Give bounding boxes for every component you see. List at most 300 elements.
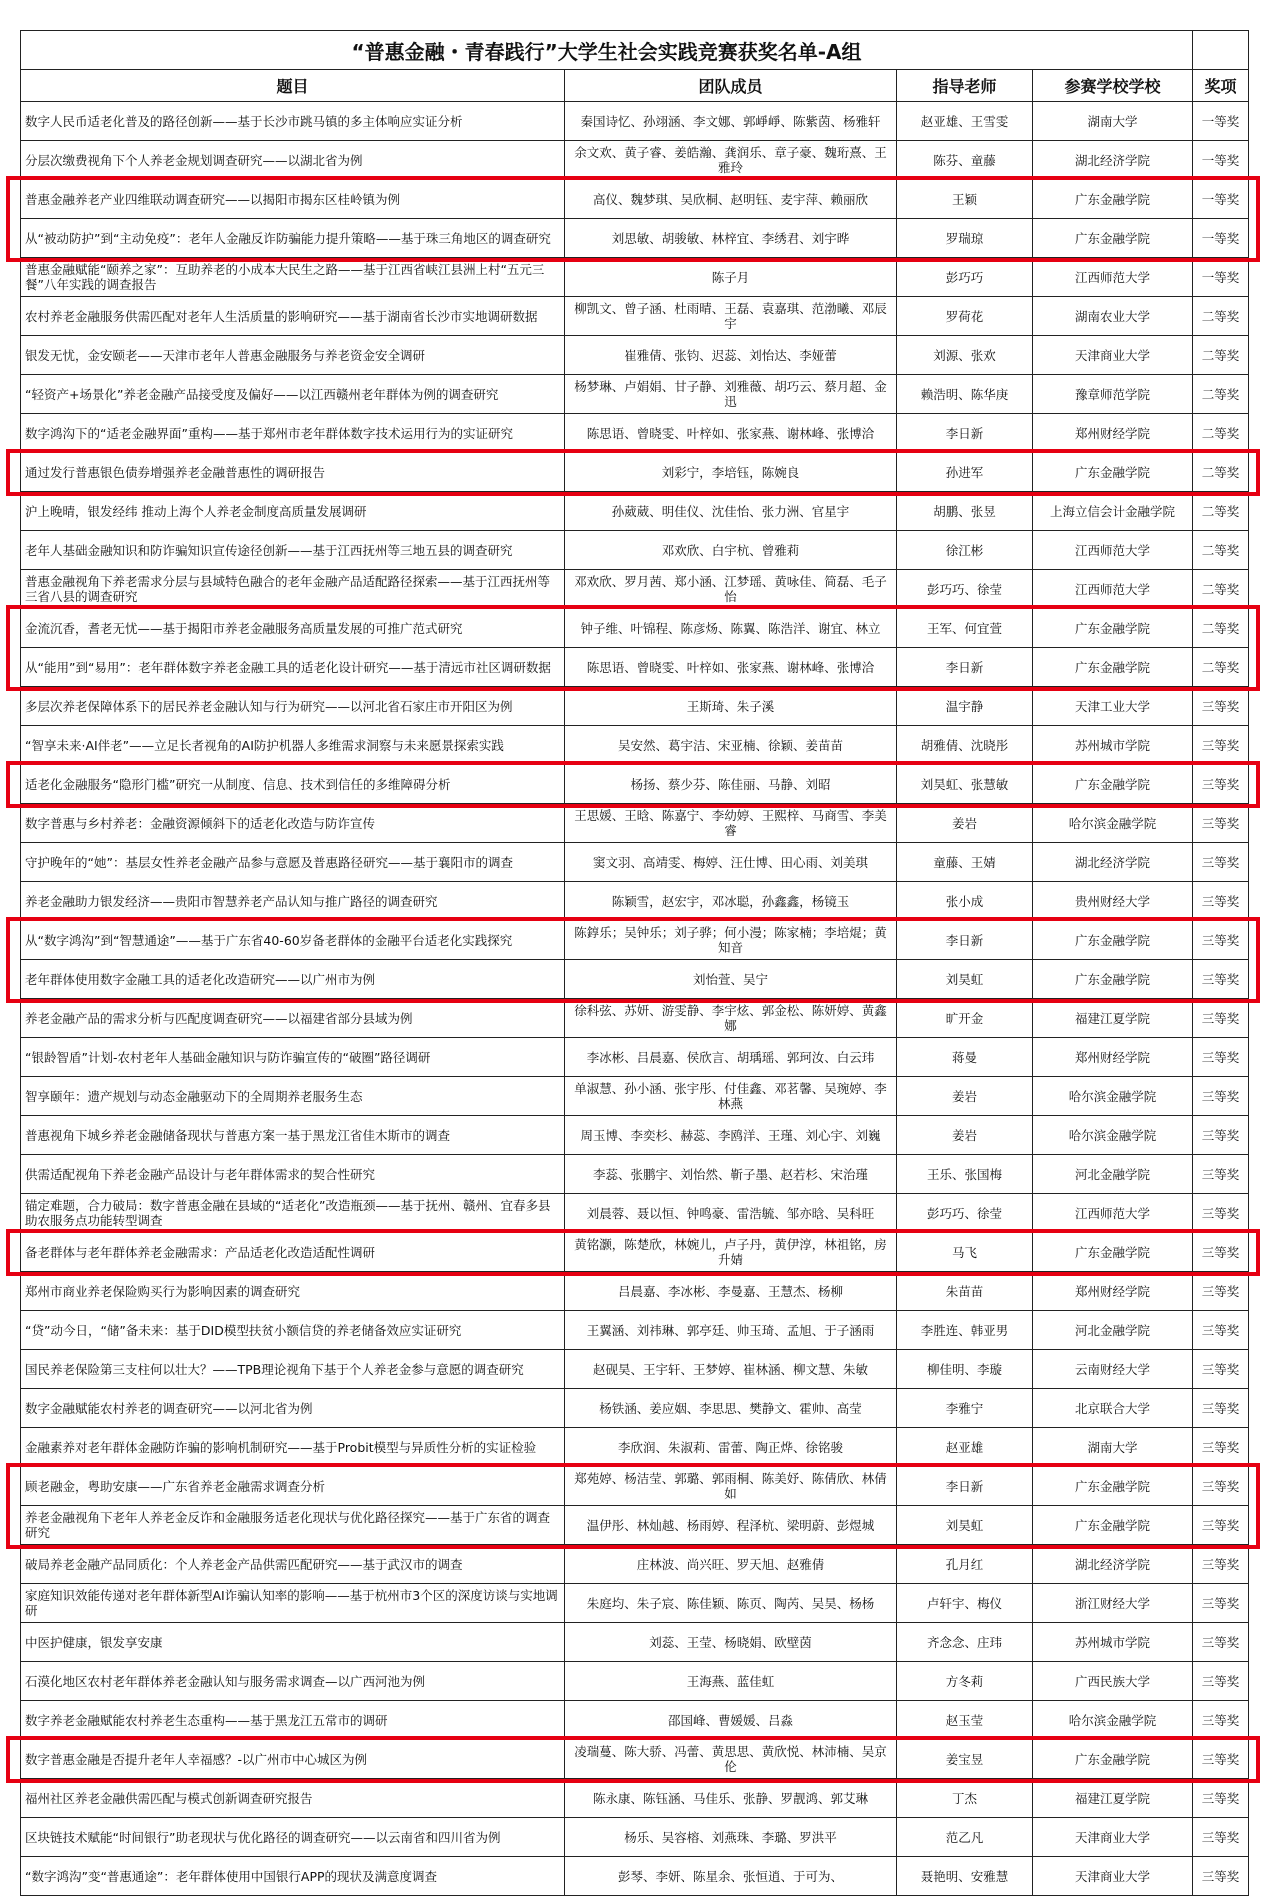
cell-award (1193, 1194, 1249, 1233)
cell-award (1193, 375, 1249, 414)
cell-advisor-text: 姜岩 (951, 1127, 977, 1143)
cell-school (1033, 999, 1193, 1038)
cell-members (565, 999, 897, 1038)
cell-advisor-text: 温宇静 (945, 698, 984, 714)
cell-advisor (897, 141, 1033, 180)
cell-advisor-text: 童藤、王婧 (933, 854, 996, 870)
cell-topic (21, 1389, 565, 1428)
cell-award (1193, 1779, 1249, 1818)
cell-topic-text: “银龄智盾”计划-农村老年人基础金融知识与防诈骗宣传的“破圈”路径调研 (25, 1049, 431, 1065)
cell-members (565, 1818, 897, 1857)
cell-award-text: 二等奖 (1201, 464, 1240, 480)
cell-members (565, 1779, 897, 1818)
cell-award (1193, 648, 1249, 687)
cell-topic (21, 1233, 565, 1272)
cell-members-text: 刘晨蓉、聂以恒、钟鸣豪、雷浩毓、邹亦晗、吴科旺 (586, 1205, 875, 1221)
table-row (21, 1350, 1249, 1389)
cell-topic-text: 普惠金融视角下养老需求分层与县域特色融合的老年金融产品适配路径探索——基于江西抚州等三省八县的调查研究 (25, 574, 551, 604)
cell-topic-text: 锚定难题，合力破局：数字普惠金融在县域的“适老化”改造瓶颈——基于抚州、赣州、宜春多县助农服务点功能转型调查 (25, 1198, 551, 1228)
table-row (21, 1701, 1249, 1740)
cell-topic (21, 531, 565, 570)
cell-school-text: 苏州城市学院 (1075, 1634, 1151, 1650)
cell-topic-text: 金流沉香，耆老无忧——基于揭阳市养老金融服务高质量发展的可推广范式研究 (25, 620, 463, 636)
cell-advisor (897, 1194, 1033, 1233)
cell-advisor-text: 罗荷花 (945, 308, 984, 324)
cell-topic (21, 1350, 565, 1389)
cell-school-text: 苏州城市学院 (1075, 737, 1151, 753)
cell-advisor (897, 1701, 1033, 1740)
cell-school-text: 湖南大学 (1087, 113, 1138, 129)
cell-advisor-text: 齐念念、庄玮 (926, 1634, 1002, 1650)
cell-topic-text: 中医护健康，银发享安康 (25, 1634, 163, 1650)
cell-topic-text: “智享未来·AI伴老”——立足长者视角的AI防护机器人多维需求洞察与未来愿景探索实践 (25, 737, 504, 753)
cell-topic-text: 顾老融金，粤助安康——广东省养老金融需求调查分析 (25, 1478, 326, 1494)
cell-school (1033, 1272, 1193, 1311)
cell-award-text: 二等奖 (1201, 581, 1240, 597)
cell-advisor-text: 李胜连、韩亚男 (920, 1322, 1009, 1338)
cell-advisor (897, 1818, 1033, 1857)
cell-advisor (897, 531, 1033, 570)
cell-advisor (897, 375, 1033, 414)
cell-topic (21, 1038, 565, 1077)
cell-topic-text: 老年群体使用数字金融工具的适老化改造研究——以广州市为例 (25, 971, 376, 987)
cell-award (1193, 570, 1249, 609)
cell-advisor (897, 297, 1033, 336)
cell-members (565, 1740, 897, 1779)
cell-topic-text: 老年人基础金融知识和防诈骗知识宣传途径创新——基于江西抚州等三地五县的调查研究 (25, 542, 513, 558)
cell-award (1193, 1584, 1249, 1623)
table-row (21, 1194, 1249, 1233)
cell-award-text: 三等奖 (1201, 1751, 1240, 1767)
cell-members-text: 杨铁涵、姜应姻、李思思、樊静文、霍帅、高莹 (599, 1400, 862, 1416)
cell-award-text: 三等奖 (1201, 1010, 1240, 1026)
cell-topic (21, 570, 565, 609)
cell-members-text: 陈思语、曾晓雯、叶梓如、张家燕、谢林峰、张博洽 (586, 659, 875, 675)
cell-advisor (897, 1662, 1033, 1701)
cell-members-text: 余文欢、黄子睿、姜皓瀚、龚润乐、章子豪、魏珩熹、王雅玲 (574, 145, 887, 175)
cell-topic-text: 数字金融赋能农村养老的调查研究——以河北省为例 (25, 1400, 313, 1416)
cell-members-text: 崔雅倩、张钧、迟蕊、刘怡达、李娅蕾 (624, 347, 837, 363)
table-row (21, 999, 1249, 1038)
cell-award (1193, 804, 1249, 843)
cell-members (565, 102, 897, 141)
cell-advisor-text: 孔月红 (945, 1556, 984, 1572)
cell-school (1033, 960, 1193, 999)
cell-advisor (897, 1311, 1033, 1350)
cell-award (1193, 102, 1249, 141)
cell-school-text: 上海立信会计金融学院 (1050, 503, 1176, 519)
cell-award (1193, 1818, 1249, 1857)
cell-advisor (897, 336, 1033, 375)
title-empty-cell (1193, 31, 1249, 70)
cell-award-text: 三等奖 (1201, 1556, 1240, 1572)
cell-advisor (897, 960, 1033, 999)
cell-award-text: 一等奖 (1201, 269, 1240, 285)
cell-topic (21, 609, 565, 648)
cell-topic (21, 1740, 565, 1779)
cell-advisor-text: 徐江彬 (945, 542, 984, 558)
cell-award (1193, 1155, 1249, 1194)
cell-topic (21, 375, 565, 414)
cell-advisor (897, 1545, 1033, 1584)
cell-members (565, 414, 897, 453)
cell-advisor (897, 1116, 1033, 1155)
cell-topic-text: 郑州市商业养老保险购买行为影响因素的调查研究 (25, 1283, 301, 1299)
cell-school (1033, 1740, 1193, 1779)
cell-school-text: 江西师范大学 (1075, 269, 1151, 285)
table-row (21, 1662, 1249, 1701)
cell-members (565, 960, 897, 999)
cell-topic (21, 492, 565, 531)
cell-advisor-text: 朱苗苗 (945, 1283, 984, 1299)
cell-school-text: 天津商业大学 (1075, 1868, 1151, 1884)
cell-school (1033, 1077, 1193, 1116)
cell-advisor-text: 赵亚雄 (945, 1439, 984, 1455)
cell-award-text: 三等奖 (1201, 1439, 1240, 1455)
cell-advisor (897, 570, 1033, 609)
cell-award (1193, 1623, 1249, 1662)
cell-award (1193, 921, 1249, 960)
cell-members-text: 陈永康、陈钰涵、马佳乐、张静、罗靓鸿、郭艾琳 (592, 1790, 868, 1806)
cell-members (565, 1233, 897, 1272)
cell-members (565, 1506, 897, 1545)
cell-award-text: 二等奖 (1201, 425, 1240, 441)
cell-school-text: 湖北经济学院 (1075, 152, 1151, 168)
cell-topic-text: 分层次缴费视角下个人养老金规划调查研究——以湖北省为例 (25, 152, 363, 168)
cell-school (1033, 1584, 1193, 1623)
table-row (21, 1389, 1249, 1428)
cell-award-text: 三等奖 (1201, 776, 1240, 792)
table-row (21, 1077, 1249, 1116)
table-row (21, 531, 1249, 570)
table-row (21, 414, 1249, 453)
cell-advisor (897, 414, 1033, 453)
cell-advisor-text: 刘昊虹 (945, 1517, 984, 1533)
cell-advisor-text: 刘源、张欢 (933, 347, 996, 363)
table-title-row (21, 31, 1249, 70)
column-header-topic: 题目 (21, 70, 565, 102)
cell-award (1193, 336, 1249, 375)
cell-award-text: 二等奖 (1201, 620, 1240, 636)
cell-topic-text: 区块链技术赋能“时间银行”助老现状与优化路径的调查研究——以云南省和四川省为例 (25, 1829, 501, 1845)
cell-topic-text: 普惠金融养老产业四维联动调查研究——以揭阳市揭东区桂岭镇为例 (25, 191, 401, 207)
cell-members (565, 219, 897, 258)
cell-award-text: 三等奖 (1201, 1829, 1240, 1845)
cell-school (1033, 1350, 1193, 1389)
cell-school-text: 江西师范大学 (1075, 1205, 1151, 1221)
cell-members (565, 1662, 897, 1701)
cell-award (1193, 1701, 1249, 1740)
cell-advisor-text: 王军、何宜萱 (926, 620, 1002, 636)
cell-school-text: 天津商业大学 (1075, 347, 1151, 363)
cell-school (1033, 843, 1193, 882)
cell-award (1193, 1467, 1249, 1506)
cell-award (1193, 726, 1249, 765)
cell-members-text: 刘思敏、胡骏敏、林梓宜、李绣君、刘宇晔 (611, 230, 850, 246)
cell-school (1033, 1467, 1193, 1506)
cell-school (1033, 570, 1193, 609)
table-row (21, 297, 1249, 336)
cell-topic-text: 破局养老金融产品同质化：个人养老金产品供需匹配研究——基于武汉市的调查 (25, 1556, 463, 1572)
cell-school-text: 广东金融学院 (1075, 776, 1151, 792)
cell-topic (21, 1623, 565, 1662)
cell-school (1033, 180, 1193, 219)
cell-award (1193, 1545, 1249, 1584)
cell-topic (21, 1116, 565, 1155)
cell-school-text: 天津工业大学 (1075, 698, 1151, 714)
cell-members (565, 1701, 897, 1740)
cell-members (565, 1350, 897, 1389)
table-row (21, 1467, 1249, 1506)
cell-topic-text: 备老群体与老年群体养老金融需求：产品适老化改造适配性调研 (25, 1244, 376, 1260)
cell-topic (21, 141, 565, 180)
cell-award (1193, 687, 1249, 726)
cell-topic-text: 数字养老金融赋能农村养老生态重构——基于黑龙江五常市的调研 (25, 1712, 388, 1728)
cell-award (1193, 609, 1249, 648)
cell-topic (21, 1506, 565, 1545)
cell-topic-text: 石漠化地区农村老年群体养老金融认知与服务需求调查—以广西河池为例 (25, 1673, 426, 1689)
cell-advisor (897, 609, 1033, 648)
cell-award (1193, 219, 1249, 258)
cell-advisor-text: 刘昊虹 (945, 971, 984, 987)
column-header-members: 团队成员 (565, 70, 897, 102)
table-row (21, 804, 1249, 843)
cell-members-text: 杨梦琳、卢娟娟、甘子静、刘雅薇、胡巧云、蔡月超、金迅 (574, 379, 887, 409)
cell-topic-text: 智享颐年：遗产规划与动态金融驱动下的全周期养老服务生态 (25, 1088, 363, 1104)
cell-topic (21, 1857, 565, 1896)
cell-award (1193, 1233, 1249, 1272)
cell-advisor (897, 1350, 1033, 1389)
cell-members-text: 刘蕊、王莹、杨晓娟、欧壁茵 (649, 1634, 812, 1650)
cell-school (1033, 1194, 1193, 1233)
cell-award-text: 一等奖 (1201, 152, 1240, 168)
cell-topic (21, 1818, 565, 1857)
cell-advisor-text: 卢轩宇、梅仪 (926, 1595, 1002, 1611)
cell-school (1033, 609, 1193, 648)
cell-members (565, 609, 897, 648)
cell-members (565, 336, 897, 375)
cell-advisor-text: 姜宝昱 (945, 1751, 984, 1767)
cell-topic-text: 农村养老金融服务供需匹配对老年人生活质量的影响研究——基于湖南省长沙市实地调研数据 (25, 308, 538, 324)
cell-school (1033, 1116, 1193, 1155)
cell-members (565, 687, 897, 726)
cell-members-text: 刘彩宁，李培钰，陈婉良 (661, 464, 800, 480)
cell-members-text: 王思媛、王晗、陈嘉宁、李幼婷、王熙梓、马商雪、李美睿 (574, 808, 887, 838)
table-row (21, 843, 1249, 882)
cell-advisor-text: 彭巧巧、徐莹 (926, 1205, 1002, 1221)
cell-school-text: 郑州财经学院 (1075, 1283, 1151, 1299)
cell-school (1033, 648, 1193, 687)
cell-school (1033, 882, 1193, 921)
cell-topic (21, 1428, 565, 1467)
cell-topic-text: 普惠视角下城乡养老金融储备现状与普惠方案一基于黑龙江省佳木斯市的调查 (25, 1127, 451, 1143)
cell-advisor (897, 1779, 1033, 1818)
table-row (21, 258, 1249, 297)
cell-award (1193, 882, 1249, 921)
cell-members-text: 邓欢欣、白宇杭、曾雅莉 (661, 542, 800, 558)
cell-school (1033, 804, 1193, 843)
cell-school-text: 天津商业大学 (1075, 1829, 1151, 1845)
cell-award (1193, 1662, 1249, 1701)
cell-members (565, 375, 897, 414)
column-header-row (21, 70, 1249, 102)
cell-award-text: 三等奖 (1201, 1361, 1240, 1377)
cell-members (565, 1077, 897, 1116)
cell-topic (21, 258, 565, 297)
cell-advisor-text: 李雅宁 (945, 1400, 984, 1416)
cell-members (565, 1389, 897, 1428)
cell-award (1193, 531, 1249, 570)
cell-school (1033, 687, 1193, 726)
cell-topic-text: 养老金融产品的需求分析与匹配度调查研究——以福建省部分县域为例 (25, 1010, 413, 1026)
cell-topic-text: 数字鸿沟下的“适老金融界面”重构——基于郑州市老年群体数字技术运用行为的实证研究 (25, 425, 513, 441)
cell-members (565, 1623, 897, 1662)
cell-school-text: 浙江财经大学 (1075, 1595, 1151, 1611)
cell-school (1033, 1623, 1193, 1662)
cell-award (1193, 960, 1249, 999)
cell-school (1033, 453, 1193, 492)
cell-award-text: 三等奖 (1201, 1712, 1240, 1728)
cell-topic-text: “贷”动今日，“储”备未来：基于DID模型扶贫小额信贷的养老储备效应实证研究 (25, 1322, 462, 1338)
cell-members-text: 窦文羽、高靖雯、梅婷、汪仕博、田心雨、刘美琪 (592, 854, 868, 870)
cell-topic (21, 921, 565, 960)
cell-members (565, 1038, 897, 1077)
cell-topic (21, 1272, 565, 1311)
cell-award-text: 三等奖 (1201, 1049, 1240, 1065)
cell-members (565, 297, 897, 336)
cell-school-text: 广西民族大学 (1075, 1673, 1151, 1689)
cell-school-text: 哈尔滨金融学院 (1068, 815, 1157, 831)
cell-award-text: 二等奖 (1201, 503, 1240, 519)
cell-advisor-text: 赖浩明、陈华庚 (920, 386, 1009, 402)
cell-members (565, 648, 897, 687)
cell-advisor (897, 492, 1033, 531)
table-row (21, 921, 1249, 960)
cell-school (1033, 297, 1193, 336)
cell-award-text: 三等奖 (1201, 932, 1240, 948)
table-row (21, 648, 1249, 687)
cell-award (1193, 258, 1249, 297)
cell-award-text: 三等奖 (1201, 854, 1240, 870)
cell-award (1193, 453, 1249, 492)
cell-award (1193, 1311, 1249, 1350)
cell-topic-text: 福州社区养老金融供需匹配与模式创新调查研究报告 (25, 1790, 313, 1806)
table-row (21, 1740, 1249, 1779)
cell-school (1033, 492, 1193, 531)
cell-award-text: 二等奖 (1201, 659, 1240, 675)
cell-award-text: 三等奖 (1201, 1400, 1240, 1416)
cell-members-text: 杨扬、蔡少芬、陈佳丽、马静、刘昭 (630, 776, 831, 792)
cell-advisor (897, 219, 1033, 258)
cell-school-text: 广东金融学院 (1075, 1517, 1151, 1533)
cell-topic-text: 普惠金融赋能“颐养之家”：互助养老的小成本大民生之路——基于江西省峡江县洲上村“五元三餐”八年实践的调查报告 (25, 262, 545, 292)
cell-topic-text: 守护晚年的“她”：基层女性养老金融产品参与意愿及普惠路径研究——基于襄阳市的调查 (25, 854, 513, 870)
cell-members (565, 1194, 897, 1233)
cell-topic-text: 养老金融视角下老年人养老金反诈和金融服务适老化现状与优化路径探究——基于广东省的调查研究 (25, 1510, 551, 1540)
cell-school (1033, 1038, 1193, 1077)
cell-school-text: 广东金融学院 (1075, 464, 1151, 480)
table-row (21, 726, 1249, 765)
cell-topic (21, 297, 565, 336)
cell-school (1033, 1701, 1193, 1740)
cell-advisor-text: 李日新 (945, 425, 984, 441)
cell-members (565, 843, 897, 882)
cell-school (1033, 336, 1193, 375)
cell-topic (21, 1155, 565, 1194)
cell-topic (21, 882, 565, 921)
cell-members-text: 陈錞乐；吴钟乐；刘子骅；何小漫；陈家楠；李培焜；黄知音 (574, 925, 887, 955)
cell-advisor (897, 1233, 1033, 1272)
column-header-award: 奖项 (1193, 70, 1249, 102)
cell-members (565, 1857, 897, 1896)
cell-advisor-text: 丁杰 (951, 1790, 977, 1806)
table-row (21, 102, 1249, 141)
cell-advisor (897, 765, 1033, 804)
cell-members-text: 彭琴、李妍、陈星余、张恒逍、于可为、 (617, 1868, 843, 1884)
table-row (21, 1428, 1249, 1467)
cell-school (1033, 531, 1193, 570)
cell-topic-text: 从“被动防护”到“主动免疫”：老年人金融反诈防骗能力提升策略——基于珠三角地区的调查研究 (25, 230, 551, 246)
cell-advisor-text: 马飞 (951, 1244, 977, 1260)
cell-members (565, 453, 897, 492)
cell-advisor-text: 方冬莉 (945, 1673, 984, 1689)
cell-award-text: 三等奖 (1201, 815, 1240, 831)
cell-advisor-text: 陈芬、童藤 (933, 152, 996, 168)
cell-members (565, 1584, 897, 1623)
cell-school-text: 广东金融学院 (1075, 620, 1151, 636)
cell-advisor-text: 范乙凡 (945, 1829, 984, 1845)
cell-award-text: 三等奖 (1201, 1244, 1240, 1260)
cell-advisor-text: 刘昊虹、张慧敏 (920, 776, 1009, 792)
cell-advisor (897, 258, 1033, 297)
sheet-title: “普惠金融・青春践行”大学生社会实践竞赛获奖名单-A组 (21, 31, 1193, 70)
cell-members (565, 1155, 897, 1194)
cell-school-text: 江西师范大学 (1075, 542, 1151, 558)
cell-school (1033, 1155, 1193, 1194)
cell-advisor (897, 843, 1033, 882)
cell-advisor (897, 1272, 1033, 1311)
cell-members-text: 吕晨嘉、李冰彬、李曼嘉、王慧杰、杨柳 (617, 1283, 843, 1299)
cell-school-text: 福建江夏学院 (1075, 1790, 1151, 1806)
cell-advisor (897, 1857, 1033, 1896)
cell-topic-text: 多层次养老保障体系下的居民养老金融认知与行为研究——以河北省石家庄市开阳区为例 (25, 698, 513, 714)
cell-school-text: 湖北经济学院 (1075, 854, 1151, 870)
cell-topic (21, 1194, 565, 1233)
cell-school (1033, 1545, 1193, 1584)
cell-advisor-text: 聂艳明、安雅慧 (920, 1868, 1009, 1884)
cell-members (565, 141, 897, 180)
cell-school-text: 广东金融学院 (1075, 1478, 1151, 1494)
cell-school-text: 广东金融学院 (1075, 230, 1151, 246)
cell-advisor (897, 1428, 1033, 1467)
cell-advisor-text: 李日新 (945, 1478, 984, 1494)
cell-topic (21, 999, 565, 1038)
cell-advisor-text: 张小成 (945, 893, 984, 909)
cell-members (565, 726, 897, 765)
cell-school (1033, 375, 1193, 414)
cell-topic-text: 养老金融助力银发经济——贵阳市智慧养老产品认知与推广路径的调查研究 (25, 893, 438, 909)
table-row (21, 180, 1249, 219)
cell-advisor (897, 921, 1033, 960)
cell-school-text: 广东金融学院 (1075, 659, 1151, 675)
table-row (21, 453, 1249, 492)
cell-school-text: 广东金融学院 (1075, 191, 1151, 207)
cell-school-text: 北京联合大学 (1075, 1400, 1151, 1416)
table-row (21, 1857, 1249, 1896)
table-row (21, 687, 1249, 726)
cell-topic (21, 687, 565, 726)
table-row (21, 1584, 1249, 1623)
